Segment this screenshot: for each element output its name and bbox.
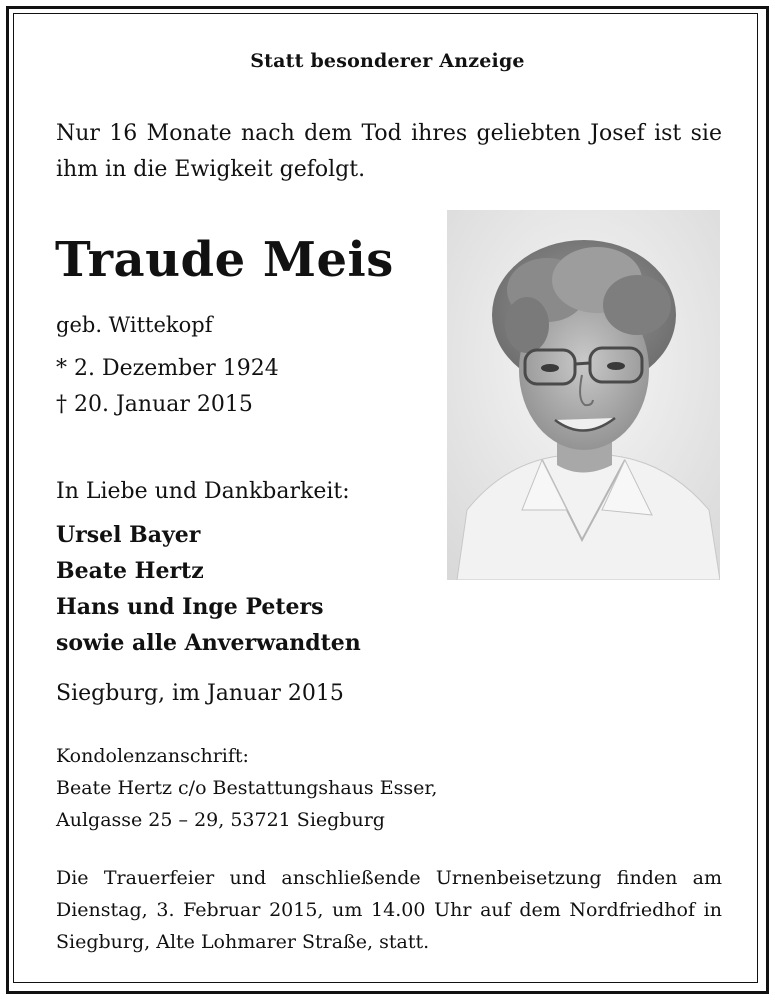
death-date: † 20. Januar 2015 bbox=[56, 392, 253, 417]
intro-line-2: ihm in die Ewigkeit gefolgt. bbox=[56, 157, 366, 182]
maiden-name: geb. Wittekopf bbox=[56, 313, 213, 337]
deceased-name: Traude Meis bbox=[55, 232, 394, 288]
intro-text bbox=[56, 116, 722, 188]
mourner-name: sowie alle Anverwandten bbox=[56, 630, 361, 656]
mourner-name: Ursel Bayer bbox=[56, 522, 201, 548]
mourners-intro: In Liebe und Dankbarkeit: bbox=[56, 479, 350, 504]
condolence-address bbox=[56, 740, 437, 836]
condolence-label: Kondolenzanschrift: bbox=[56, 745, 249, 767]
place-date: Siegburg, im Januar 2015 bbox=[56, 681, 344, 706]
ceremony-info bbox=[56, 862, 722, 958]
mourner-name: Hans und Inge Peters bbox=[56, 594, 324, 620]
birth-date: * 2. Dezember 1924 bbox=[56, 356, 279, 381]
condolence-line-1: Beate Hertz c/o Bestattungshaus Esser, bbox=[56, 777, 438, 799]
ceremony-line-1: Die Trauerfeier und anschließende Urnenbeisetzung finden am bbox=[56, 867, 722, 889]
ceremony-line-2: Dienstag, 3. Februar 2015, um 14.00 Uhr auf dem Nordfriedhof in bbox=[56, 899, 722, 921]
condolence-line-2: Aulgasse 25 – 29, 53721 Siegburg bbox=[56, 809, 385, 831]
intro-line-1: Nur 16 Monate nach dem Tod ihres geliebten Josef ist sie bbox=[56, 121, 722, 146]
notice-header: Statt besonderer Anzeige bbox=[250, 50, 525, 72]
ceremony-line-3: Siegburg, Alte Lohmarer Straße, statt. bbox=[56, 931, 430, 953]
mourners-list bbox=[56, 517, 361, 661]
portrait-illustration bbox=[447, 210, 720, 580]
mourner-name: Beate Hertz bbox=[56, 558, 204, 584]
portrait-photo bbox=[447, 210, 720, 580]
